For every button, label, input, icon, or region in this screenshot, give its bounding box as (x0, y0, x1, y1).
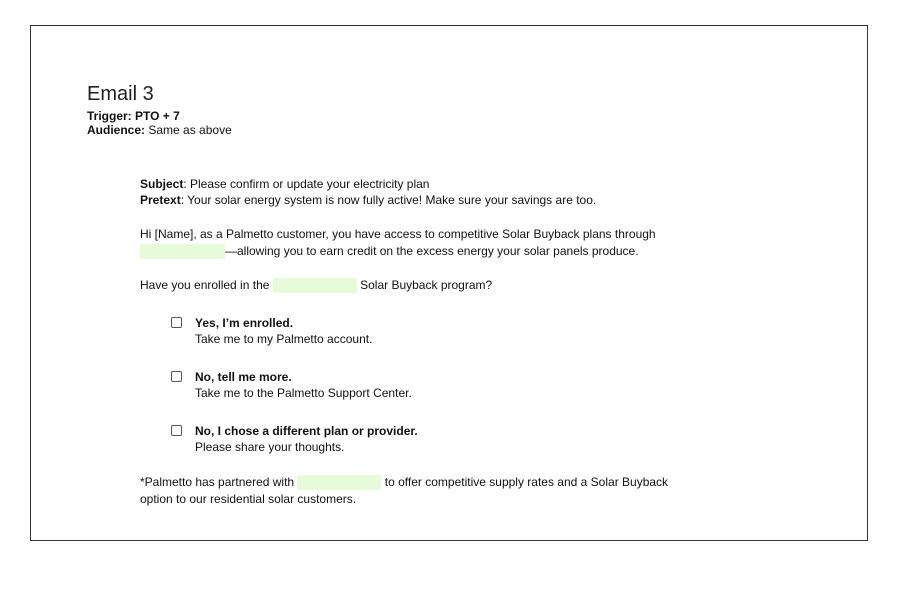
trigger-line (87, 109, 180, 124)
pretext-line (140, 193, 596, 208)
pretext-text: : Your solar energy system is now fully active! Make sure your savings are too. (180, 193, 597, 207)
pretext-label: Pretext (140, 193, 181, 207)
trigger-label: Trigger: (87, 109, 132, 123)
checkbox-different-provider[interactable] (171, 425, 182, 436)
provider-placeholder-2 (273, 278, 357, 293)
question-text-before: Have you enrolled in the (140, 278, 270, 292)
audience-label: Audience: (87, 123, 146, 137)
footnote-line-1 (140, 475, 668, 490)
email-heading: Email 3 (87, 83, 154, 105)
question-text-after: Solar Buyback program? (360, 278, 493, 292)
greeting-line-2-text: —allowing you to earn credit on the excess energy your solar panels produce. (225, 244, 639, 258)
footnote-line-2: option to our residential solar customers. (140, 492, 357, 506)
checkbox-enrolled[interactable] (171, 317, 182, 328)
subject-line (140, 177, 429, 192)
audience-line (87, 123, 232, 138)
option-enrolled-title: Yes, I’m enrolled. (195, 316, 294, 330)
greeting-line-1: Hi [Name], as a Palmetto customer, you have access to competitive Solar Buyback plans through (140, 227, 656, 241)
provider-placeholder-1 (140, 244, 225, 259)
audience-value: Same as above (148, 123, 232, 137)
enrollment-question (140, 278, 492, 293)
option-enrolled-description: Take me to my Palmetto account. (195, 332, 373, 346)
subject-text: : Please confirm or update your electricity plan (183, 177, 430, 191)
document-page (30, 25, 868, 541)
option-tell-me-more-description: Take me to the Palmetto Support Center. (195, 386, 412, 400)
option-different-provider-title: No, I chose a different plan or provider. (195, 424, 418, 438)
provider-placeholder-3 (297, 475, 381, 490)
option-tell-me-more-title: No, tell me more. (195, 370, 292, 384)
subject-label: Subject (140, 177, 184, 191)
footnote-text-after: to offer competitive supply rates and a Solar Buyback (384, 475, 669, 489)
footnote-text-before: *Palmetto has partnered with (140, 475, 295, 489)
checkbox-tell-me-more[interactable] (171, 371, 182, 382)
trigger-value: PTO + 7 (135, 109, 180, 123)
option-different-provider-description: Please share your thoughts. (195, 440, 345, 454)
greeting-line-2 (140, 244, 639, 259)
